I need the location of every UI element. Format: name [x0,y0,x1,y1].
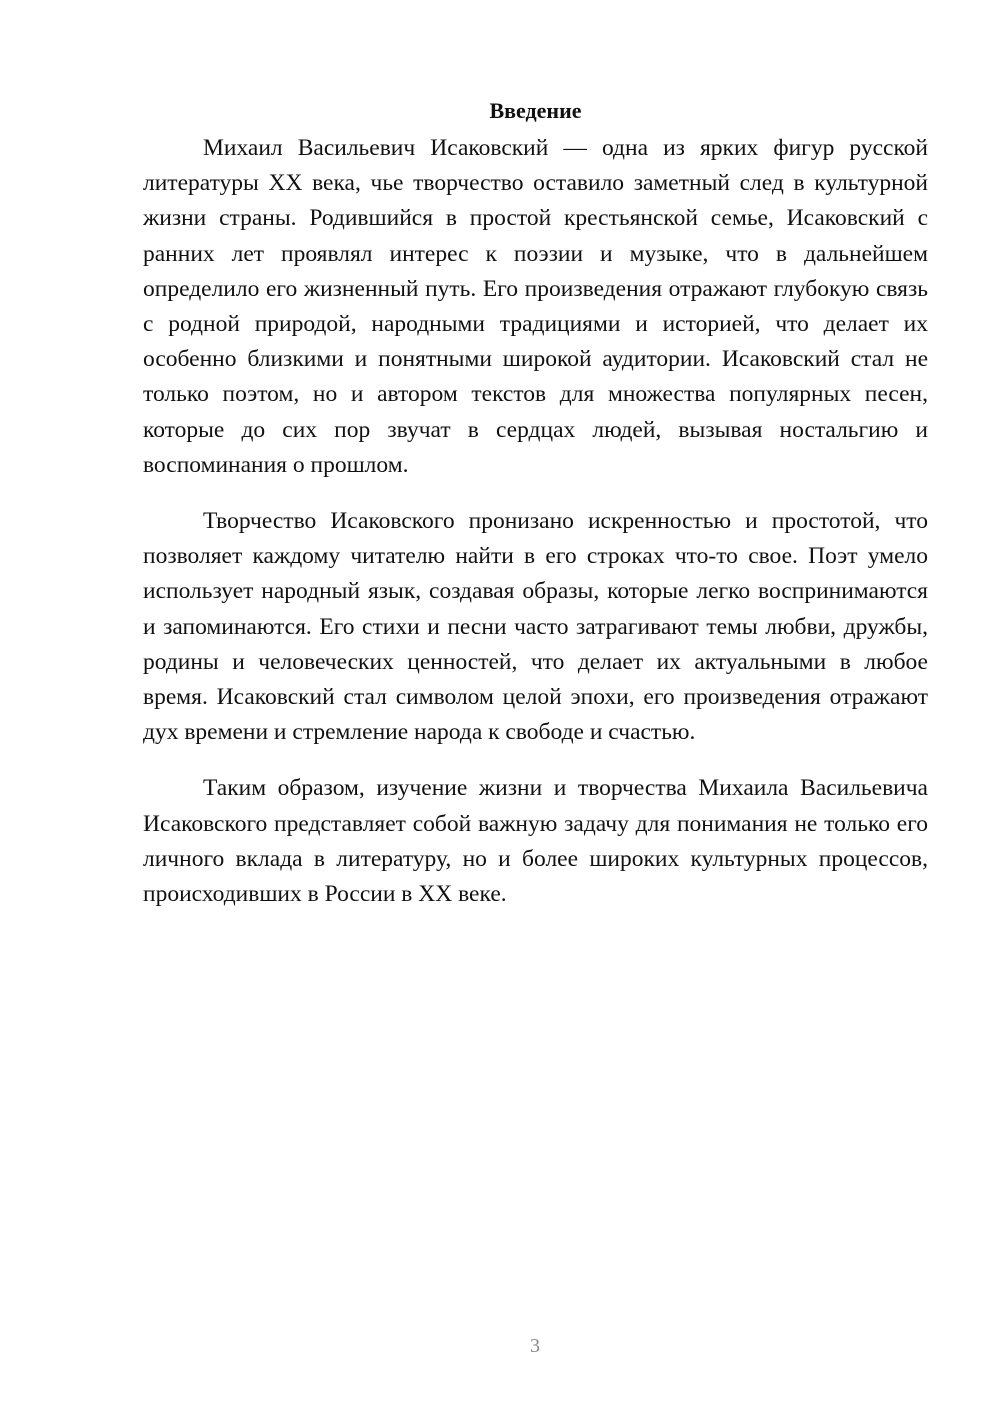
paragraph-1: Михаил Васильевич Исаковский — одна из ярких фигур русской литературы XX века, чье творчество оставило заметный след в культурной жизни страны. Родившийся в простой крестьянской семье, Исаковский с ранних лет проявлял интерес к поэзии и музыке, что в дальнейшем определило его жизненный путь. Его произведения отражают глубокую связь с родной природой, народными традициями и историей, что делает их особенно близкими и понятными широкой аудитории. Исаковский стал не только поэтом, но и автором текстов для множества популярных песен, которые до сих пор звучат в сердцах людей, вызывая ностальгию и воспоминания о прошлом. [143,135,928,478]
page-content [143,96,928,933]
paragraph-2: Творчество Исаковского пронизано искренностью и простотой, что позволяет каждому читателю найти в его строках что-то свое. Поэт умело использует народный язык, создавая образы, которые легко воспринимаются и запоминаются. Его стихи и песни часто затрагивают темы любви, дружбы, родины и человеческих ценностей, что делает их актуальными в любое время. Исаковский стал символом целой эпохи, его произведения отражают дух времени и стремление народа к свободе и счастью. [143,508,928,746]
paragraph-3: Таким образом, изучение жизни и творчества Михаила Васильевича Исаковского представляет собой важную задачу для понимания не только его личного вклада в литературу, но и более широких культурных процессов, происходивших в России в XX веке. [143,775,928,908]
section-title: Введение [489,98,582,123]
page-number: 3 [530,1335,540,1357]
